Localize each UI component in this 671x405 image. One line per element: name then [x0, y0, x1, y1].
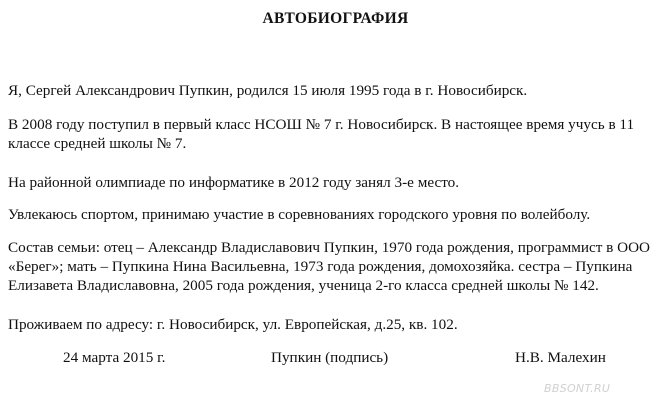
paragraph-family — [8, 238, 666, 295]
signature-initials: Н.В. Малехин — [515, 349, 606, 366]
paragraph-intro — [8, 81, 666, 100]
paragraph-address — [8, 315, 666, 334]
paragraph-education — [8, 115, 666, 153]
text-line: В 2008 году поступил в первый класс НСОШ № 7 г. Новосибирск. В настоящее время учусь в 11 — [8, 116, 635, 133]
signature-date: 24 марта 2015 г. — [63, 349, 166, 366]
text-line: «Берег»; мать – Пупкина Нина Васильевна, 1973 года рождения, домохозяйка. сестра – Пупкина — [8, 258, 633, 275]
text-line: классе средней школы № 7. — [8, 135, 187, 152]
watermark: BBSONT.RU — [544, 382, 611, 395]
text-line: Проживаем по адресу: г. Новосибирск, ул. Европейская, д.25, кв. 102. — [8, 316, 458, 333]
text-line: Увлекаюсь спортом, принимаю участие в соревнованиях городского уровня по волейболу. — [8, 206, 591, 223]
signature-name: Пупкин (подпись) — [271, 349, 389, 366]
paragraph-hobbies — [8, 205, 666, 224]
text-line: Елизавета Владиславовна, 2005 года рождения, ученица 2-го класса средней школы № 142. — [8, 277, 599, 294]
text-line: Состав семьи: отец – Александр Владиславович Пупкин, 1970 года рождения, программист в ООО — [8, 239, 651, 256]
text-line: На районной олимпиаде по информатике в 2012 году занял 3-е место. — [8, 174, 460, 191]
text-line: Я, Сергей Александрович Пупкин, родился 15 июля 1995 года в г. Новосибирск. — [8, 82, 528, 99]
document-title: АВТОБИОГРАФИЯ — [262, 10, 409, 27]
paragraph-olympiad — [8, 173, 666, 192]
